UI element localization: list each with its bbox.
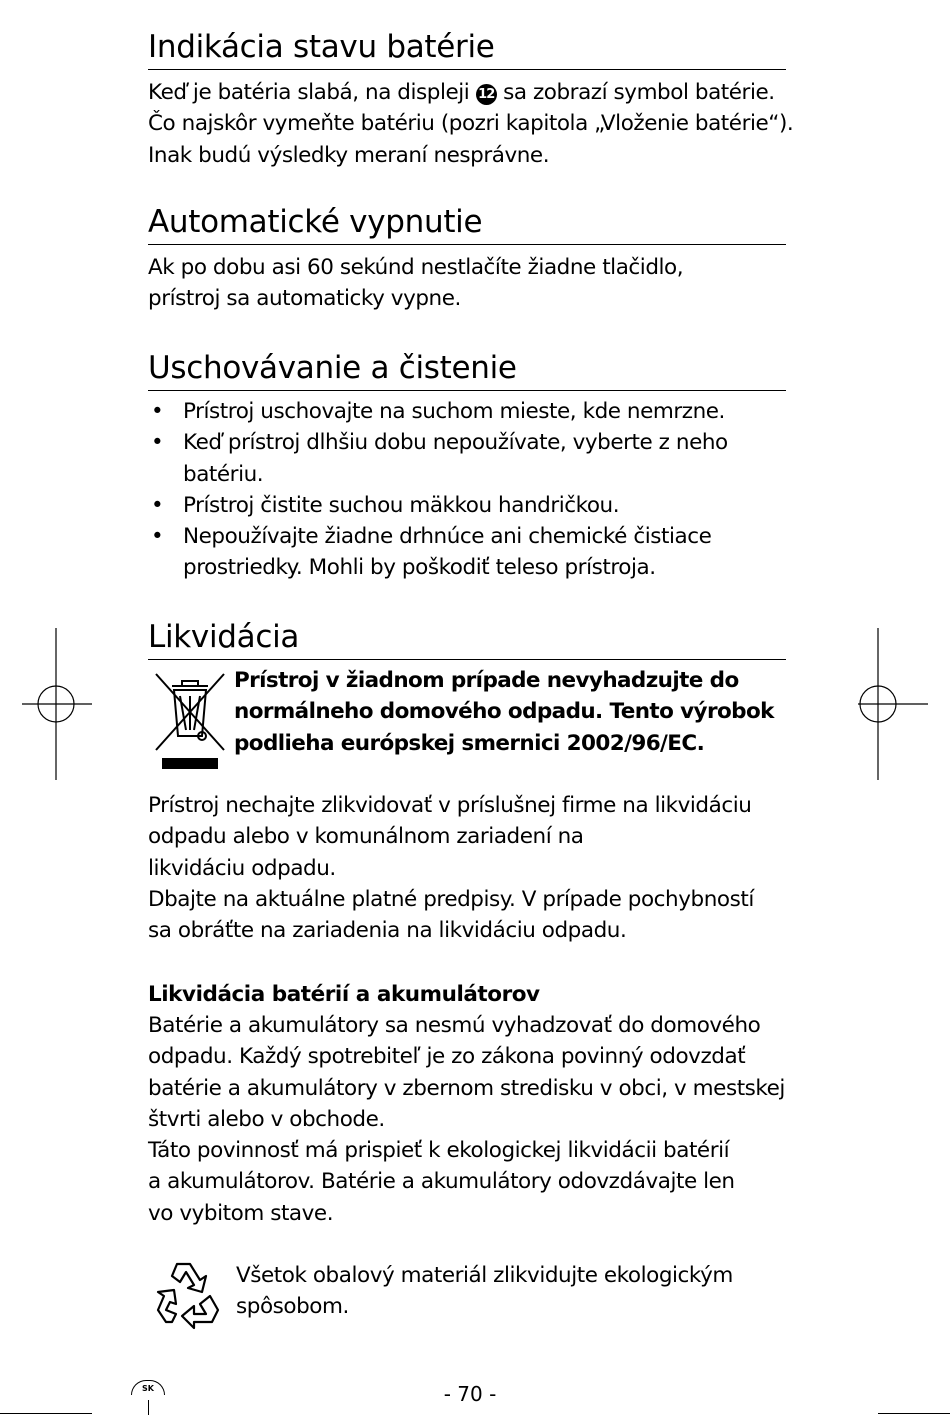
auto-off-text: Ak po dobu asi 60 sekúnd nestlačíte žiadne tlačidlo, prístroj sa automaticky vypne.	[148, 255, 684, 312]
disposal-paragraph: Prístroj nechajte zlikvidovať v príslušnej firme na likvidáciu odpadu alebo v komunálnom zariadení na likvidáciu odpadu. Dbajte na aktuálne platné predpisy. V prípade pochybností sa obráťte na zariadenia na likvidáciu odpadu.	[148, 793, 754, 944]
heading-disposal: Likvidácia	[148, 619, 786, 660]
list-item: • Prístroj uschovajte na suchom mieste, kde nemrzne.	[151, 399, 725, 424]
heading-auto-off: Automatické vypnutie	[148, 204, 786, 245]
heading-storage-cleaning: Uschovávanie a čistenie	[148, 350, 786, 391]
disposal-warning: Prístroj v žiadnom prípade nevyhadzujte do normálneho domového odpadu. Tento výrobok podlieha európskej smernici 2002/96/EC.	[234, 668, 774, 756]
recycle-icon	[150, 1256, 226, 1330]
battery-disposal-text: Batérie a akumulátory sa nesmú vyhadzovať do domového odpadu. Každý spotrebiteľ je zo zákona povinný odovzdať batérie a akumulátory v zbernom stredisku v obci, v mestskej štvrti alebo v obchode. Táto povinnosť má prispieť k ekologickej likvidácii batérií a akumulátorov. Batérie a akumulátory odovzdávajte len vo vybitom stave.	[148, 1013, 785, 1226]
list-item: • Nepoužívajte žiadne drhnúce ani chemické čistiace prostriedky. Mohli by poškodiť teleso prístroja.	[151, 524, 712, 581]
crop-line	[148, 1400, 149, 1415]
battery-disposal-subtitle: Likvidácia batérií a akumulátorov	[148, 982, 540, 1007]
storage-bullet-list	[148, 396, 788, 584]
language-badge: SK	[131, 1380, 165, 1395]
packaging-text: Všetok obalový materiál zlikvidujte ekologickým spôsobom.	[236, 1263, 733, 1320]
list-item: • Prístroj čistite suchou mäkkou handričkou.	[151, 492, 620, 518]
crop-line	[0, 1413, 92, 1414]
display-reference-number: 12	[476, 84, 497, 105]
crop-line	[878, 1413, 950, 1414]
battery-indication-text: Keď je batéria slabá, na displeji 12 sa zobrazí symbol batérie. Čo najskôr vymeňte batériu (pozri kapitola „Vloženie batérie“). Inak budú výsledky meraní nesprávne.	[148, 80, 794, 168]
registration-mark-left	[22, 628, 92, 780]
page-number: - 70 -	[443, 1382, 497, 1406]
list-item: • Keď prístroj dlhšiu dobu nepoužívate, vyberte z neho batériu.	[151, 430, 728, 487]
crossed-out-wheelie-bin-icon	[152, 670, 228, 775]
heading-battery-indication: Indikácia stavu batérie	[148, 29, 786, 70]
registration-mark-right	[858, 628, 928, 780]
